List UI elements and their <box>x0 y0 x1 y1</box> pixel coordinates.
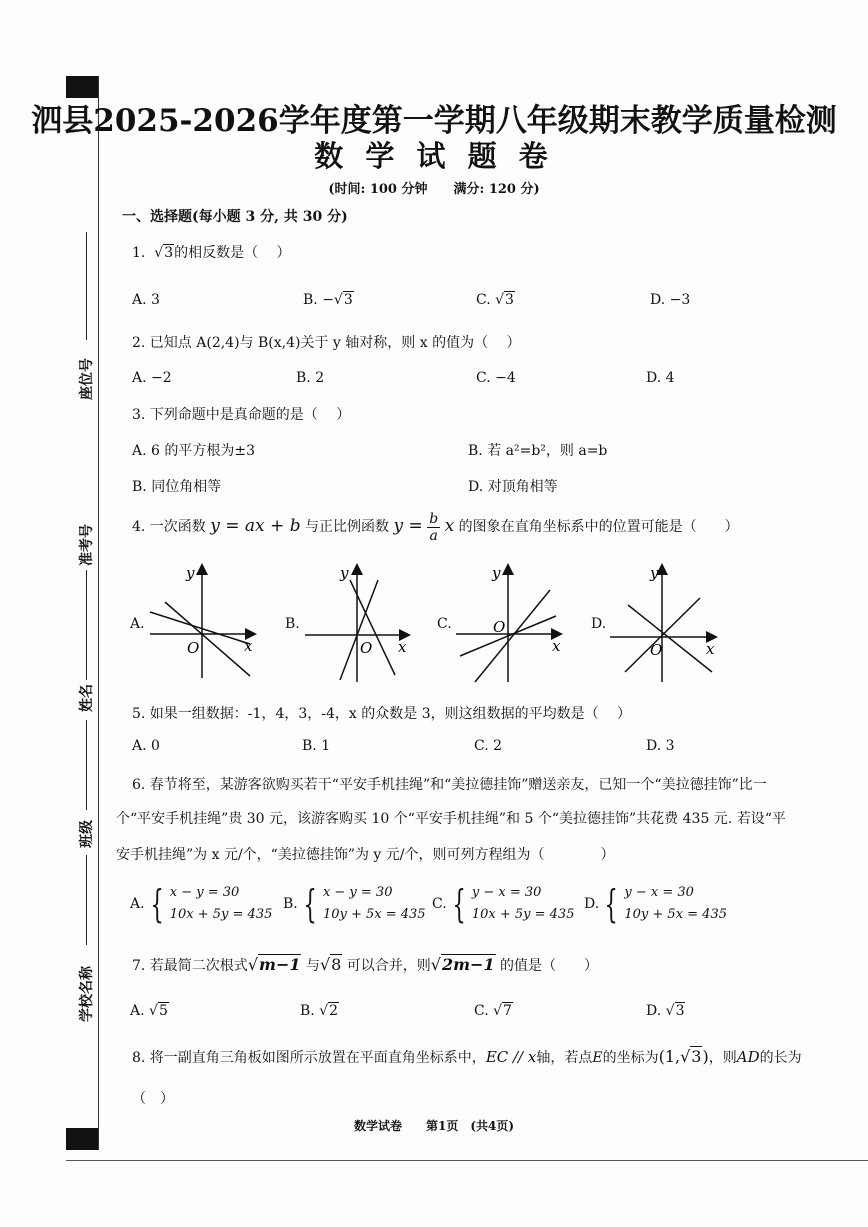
graph-c-y-label: y <box>492 564 501 582</box>
q1-option-b: B. −√3 <box>303 292 353 308</box>
graph-c <box>456 566 560 682</box>
graph-a-line-1 <box>165 602 250 676</box>
class-line <box>86 855 87 945</box>
exam-no-label: 准考号 <box>79 524 95 566</box>
graph-b-x-label: x <box>398 638 407 656</box>
q6-option-b: B. { x − y = 30 10y + 5x = 435 <box>283 882 426 926</box>
bottom-rule <box>66 1160 868 1161</box>
question-6-line-1: 6. 春节将至，某游客欲购买若干“平安手机挂绳”和“美拉德挂饰”赠送亲友，已知一个“美拉德挂饰”比一 <box>132 777 767 793</box>
graph-a-origin: O <box>187 639 200 657</box>
graph-a-line-2 <box>150 612 250 644</box>
q1-number: 1. <box>132 245 146 261</box>
graph-a-x-label: x <box>244 637 253 655</box>
graph-c-x-label: x <box>552 637 561 655</box>
school-label: 学校名称 <box>79 966 95 1022</box>
q2-option-b: B. 2 <box>296 370 325 386</box>
q3-option-d: D. 对顶角相等 <box>468 479 558 495</box>
q3-option-a: A. 6 的平方根为±3 <box>132 443 256 459</box>
question-3: 3. 下列命题中是真命题的是（ ） <box>132 407 351 423</box>
q1-sqrt: √3 <box>149 245 174 261</box>
question-1 <box>132 242 291 262</box>
name-label: 姓名 <box>79 684 95 712</box>
exam-subtitle: 数 学 试 题 卷 <box>314 139 554 173</box>
graph-b <box>305 566 408 682</box>
graph-d-y-label: y <box>650 564 659 582</box>
q7-option-b: B. √2 <box>300 1003 339 1019</box>
question-8: 8. 将一副直角三角板如图所示放置在平面直角坐标系中，EC // x轴，若点E的坐标为(1,√3)，则AD的长为 <box>132 1047 802 1066</box>
graph-d-origin: O <box>650 641 663 659</box>
q5-option-d: D. 3 <box>646 738 675 754</box>
q4-option-d-label: D. <box>591 616 607 632</box>
question-4: 4. 一次函数 y = ax + b 与正比例函数 y = $\frac{b}{a}$ x 的图象在直角坐标系中的位置可能是（ ） <box>132 510 739 544</box>
q2-option-c: C. −4 <box>476 370 516 386</box>
q1-option-c: C. √3 <box>476 292 514 308</box>
graph-d-x-label: x <box>706 640 715 658</box>
question-8-blank: （ ） <box>132 1091 174 1107</box>
graph-b-line-1 <box>340 580 378 680</box>
section-title: 一、选择题(每小题 3 分, 共 30 分) <box>122 209 348 225</box>
q5-option-b: B. 1 <box>302 738 331 754</box>
question-2: 2. 已知点 A(2,4)与 B(x,4)关于 y 轴对称，则 x 的值为（ ） <box>132 335 521 351</box>
q7-option-c: C. √7 <box>474 1003 512 1019</box>
q7-option-a: A. √5 <box>130 1003 168 1019</box>
q6-option-d: D. { y − x = 30 10y + 5x = 435 <box>584 882 727 926</box>
graph-c-origin: O <box>493 618 506 636</box>
graph-c-line-1 <box>475 590 550 682</box>
exam-meta: (时间: 100 分钟 满分: 120 分) <box>328 182 540 197</box>
q6-option-c: C. { y − x = 30 10x + 5y = 435 <box>432 882 575 926</box>
graph-a-y-label: y <box>186 564 195 582</box>
q4-option-b-label: B. <box>285 616 300 632</box>
q5-option-a: A. 0 <box>132 738 160 754</box>
q7-option-d: D. √3 <box>646 1003 685 1019</box>
q4-option-c-label: C. <box>437 616 452 632</box>
graph-d <box>610 566 715 682</box>
graph-b-origin: O <box>360 639 373 657</box>
page-footer: 数学试卷 第1页 (共4页) <box>353 1119 515 1133</box>
q4-graphs <box>0 560 868 690</box>
q1-option-a: A. 3 <box>132 292 160 308</box>
q2-option-d: D. 4 <box>646 370 675 386</box>
q3-option-b: B. 若 a²=b²，则 a=b <box>468 443 608 459</box>
name-line <box>86 720 87 810</box>
question-5: 5. 如果一组数据：-1，4，3，-4，x 的众数是 3，则这组数据的平均数是（ ） <box>132 706 632 722</box>
question-7: 7. 若最简二次根式√m−1 与√8 可以合并，则√2m−1 的值是（ ） <box>132 955 599 974</box>
q5-option-c: C. 2 <box>474 738 503 754</box>
seat-line <box>86 232 87 340</box>
exam-title: 泗县2025-2026学年度第一学期八年级期末教学质量检测 <box>31 103 837 139</box>
q6-option-a: A. { x − y = 30 10x + 5y = 435 <box>130 882 273 926</box>
question-6-line-3: 安手机挂绳”为 x 元/个，“美拉德挂饰”为 y 元/个，则可列方程组为（ ） <box>116 847 615 863</box>
q1-tail: 的相反数是（ ） <box>174 245 291 261</box>
q3-option-c: B. 同位角相等 <box>132 479 222 495</box>
graph-d-line-1 <box>628 605 712 672</box>
seat-label: 座位号 <box>79 358 95 400</box>
question-6-line-2: 个“平安手机挂绳”贵 30 元，该游客购买 10 个“平安手机挂绳”和 5 个“美拉德挂饰”共花费 435 元. 若设“平 <box>116 811 786 827</box>
graph-a <box>150 566 254 678</box>
graph-b-y-label: y <box>340 564 349 582</box>
q2-option-a: A. −2 <box>132 370 172 386</box>
class-label: 班级 <box>79 820 95 848</box>
q1-option-d: D. −3 <box>650 292 691 308</box>
q4-option-a-label: A. <box>130 616 145 632</box>
